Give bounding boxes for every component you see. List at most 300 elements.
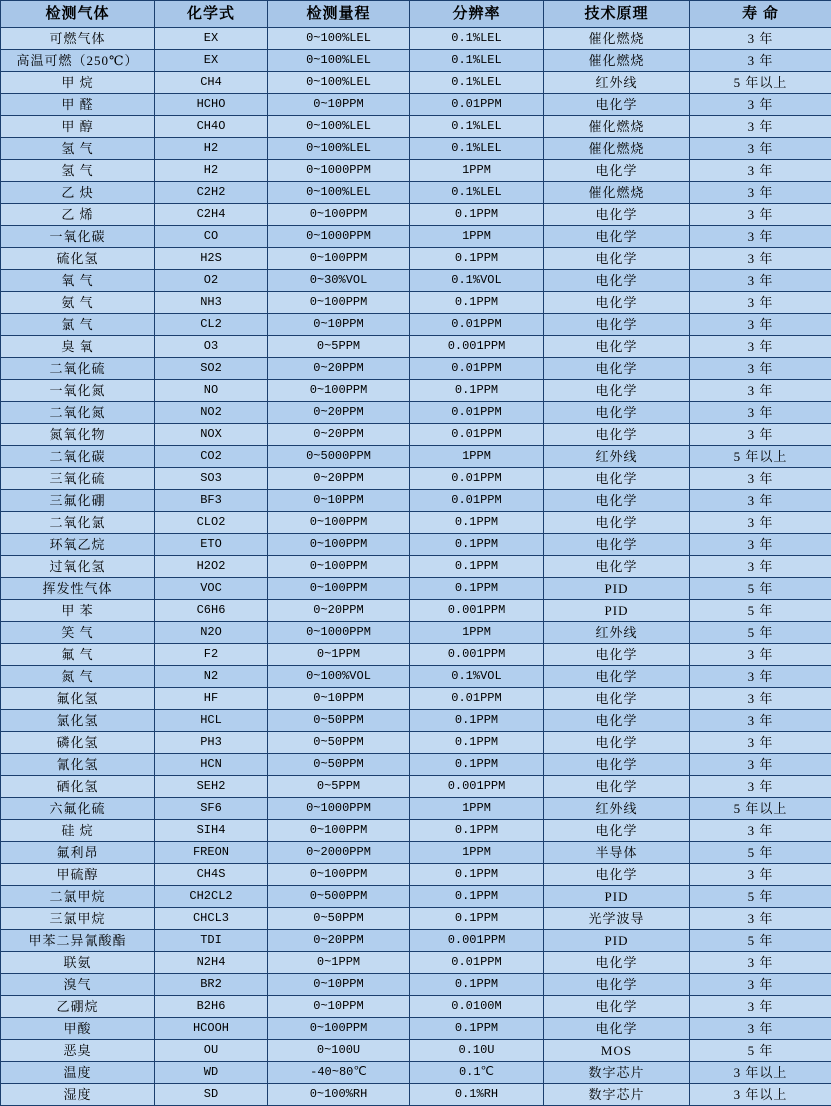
table-row: [1, 446, 831, 468]
cell-principle: 电化学: [544, 490, 690, 512]
cell-range: 0~100PPM: [268, 248, 410, 270]
cell-formula: SIH4: [155, 820, 268, 842]
cell-lifetime: 3 年: [690, 270, 831, 292]
cell-principle: 电化学: [544, 974, 690, 996]
cell-gas: 氨 气: [1, 292, 155, 314]
cell-lifetime: 3 年: [690, 974, 831, 996]
cell-resolution: 0.1%LEL: [410, 116, 544, 138]
cell-lifetime: 5 年: [690, 1040, 831, 1062]
cell-lifetime: 3 年: [690, 50, 831, 72]
table-row: [1, 182, 831, 204]
cell-gas: 二氧化硫: [1, 358, 155, 380]
cell-formula: O2: [155, 270, 268, 292]
cell-range: 0~1000PPM: [268, 160, 410, 182]
cell-lifetime: 3 年: [690, 358, 831, 380]
cell-lifetime: 3 年以上: [690, 1084, 831, 1106]
table-row: [1, 94, 831, 116]
cell-range: 0~10PPM: [268, 688, 410, 710]
cell-formula: SO3: [155, 468, 268, 490]
cell-formula: CH4: [155, 72, 268, 94]
cell-principle: 电化学: [544, 358, 690, 380]
cell-resolution: 0.1PPM: [410, 578, 544, 600]
cell-principle: 电化学: [544, 424, 690, 446]
cell-resolution: 0.10U: [410, 1040, 544, 1062]
cell-formula: TDI: [155, 930, 268, 952]
cell-gas: 甲 醛: [1, 94, 155, 116]
cell-range: 0~10PPM: [268, 996, 410, 1018]
cell-formula: HCOOH: [155, 1018, 268, 1040]
cell-range: -40~80℃: [268, 1062, 410, 1084]
table-row: [1, 336, 831, 358]
cell-formula: HF: [155, 688, 268, 710]
table-row: [1, 490, 831, 512]
cell-formula: SO2: [155, 358, 268, 380]
table-row: [1, 820, 831, 842]
cell-principle: 红外线: [544, 72, 690, 94]
cell-gas: 氟化氢: [1, 688, 155, 710]
column-header-range: 检测量程: [268, 1, 410, 28]
table-row: [1, 160, 831, 182]
cell-lifetime: 3 年: [690, 952, 831, 974]
cell-resolution: 0.1%VOL: [410, 270, 544, 292]
cell-formula: NO: [155, 380, 268, 402]
cell-resolution: 0.1PPM: [410, 864, 544, 886]
cell-principle: PID: [544, 600, 690, 622]
cell-resolution: 0.1%LEL: [410, 50, 544, 72]
cell-principle: 电化学: [544, 710, 690, 732]
cell-lifetime: 3 年: [690, 402, 831, 424]
cell-gas: 溴气: [1, 974, 155, 996]
cell-resolution: 0.1%LEL: [410, 28, 544, 50]
cell-gas: 氮氧化物: [1, 424, 155, 446]
cell-principle: 电化学: [544, 380, 690, 402]
cell-range: 0~1000PPM: [268, 622, 410, 644]
cell-gas: 联氨: [1, 952, 155, 974]
cell-gas: 硒化氢: [1, 776, 155, 798]
table-row: [1, 28, 831, 50]
cell-gas: 二氧化碳: [1, 446, 155, 468]
table-row: [1, 512, 831, 534]
table-body: [1, 28, 831, 1106]
cell-principle: 红外线: [544, 622, 690, 644]
cell-principle: 电化学: [544, 468, 690, 490]
cell-resolution: 0.1PPM: [410, 754, 544, 776]
cell-principle: 电化学: [544, 336, 690, 358]
cell-formula: CH4O: [155, 116, 268, 138]
cell-principle: 电化学: [544, 644, 690, 666]
cell-range: 0~10PPM: [268, 974, 410, 996]
cell-principle: 电化学: [544, 160, 690, 182]
cell-gas: 磷化氢: [1, 732, 155, 754]
cell-principle: 电化学: [544, 402, 690, 424]
cell-gas: 甲 醇: [1, 116, 155, 138]
table-row: [1, 72, 831, 94]
cell-formula: N2O: [155, 622, 268, 644]
cell-formula: C6H6: [155, 600, 268, 622]
cell-formula: O3: [155, 336, 268, 358]
cell-resolution: 0.001PPM: [410, 930, 544, 952]
table-row: [1, 50, 831, 72]
cell-formula: FREON: [155, 842, 268, 864]
cell-formula: F2: [155, 644, 268, 666]
cell-gas: 甲 苯: [1, 600, 155, 622]
cell-formula: H2S: [155, 248, 268, 270]
table-row: [1, 116, 831, 138]
cell-gas: 挥发性气体: [1, 578, 155, 600]
cell-resolution: 0.01PPM: [410, 490, 544, 512]
table-row: [1, 600, 831, 622]
cell-gas: 六氟化硫: [1, 798, 155, 820]
cell-gas: 氰化氢: [1, 754, 155, 776]
cell-principle: MOS: [544, 1040, 690, 1062]
cell-formula: CH2CL2: [155, 886, 268, 908]
cell-resolution: 0.1PPM: [410, 380, 544, 402]
cell-resolution: 1PPM: [410, 622, 544, 644]
cell-lifetime: 3 年: [690, 380, 831, 402]
cell-range: 0~5PPM: [268, 776, 410, 798]
cell-lifetime: 5 年以上: [690, 446, 831, 468]
cell-resolution: 0.1℃: [410, 1062, 544, 1084]
cell-principle: PID: [544, 578, 690, 600]
cell-gas: 一氧化氮: [1, 380, 155, 402]
table-row: [1, 710, 831, 732]
cell-principle: 电化学: [544, 226, 690, 248]
cell-resolution: 0.0100M: [410, 996, 544, 1018]
table-row: [1, 556, 831, 578]
cell-principle: 催化燃烧: [544, 182, 690, 204]
cell-range: 0~50PPM: [268, 710, 410, 732]
cell-range: 0~100PPM: [268, 864, 410, 886]
cell-lifetime: 5 年: [690, 600, 831, 622]
cell-gas: 笑 气: [1, 622, 155, 644]
cell-resolution: 0.001PPM: [410, 776, 544, 798]
cell-resolution: 0.1%LEL: [410, 182, 544, 204]
cell-resolution: 0.001PPM: [410, 600, 544, 622]
cell-resolution: 0.01PPM: [410, 688, 544, 710]
table-row: [1, 622, 831, 644]
cell-formula: SF6: [155, 798, 268, 820]
cell-formula: N2H4: [155, 952, 268, 974]
cell-formula: WD: [155, 1062, 268, 1084]
table-row: [1, 886, 831, 908]
cell-formula: CLO2: [155, 512, 268, 534]
cell-gas: 温度: [1, 1062, 155, 1084]
cell-resolution: 0.1%LEL: [410, 72, 544, 94]
cell-gas: 二氧化氯: [1, 512, 155, 534]
table-row: [1, 1018, 831, 1040]
cell-gas: 乙 炔: [1, 182, 155, 204]
cell-lifetime: 3 年: [690, 732, 831, 754]
cell-range: 0~100%LEL: [268, 50, 410, 72]
cell-range: 0~10PPM: [268, 314, 410, 336]
table-row: [1, 1062, 831, 1084]
cell-lifetime: 5 年: [690, 886, 831, 908]
cell-resolution: 0.1PPM: [410, 248, 544, 270]
cell-lifetime: 3 年: [690, 644, 831, 666]
cell-lifetime: 3 年: [690, 490, 831, 512]
cell-resolution: 0.1PPM: [410, 556, 544, 578]
cell-range: 0~100PPM: [268, 1018, 410, 1040]
cell-gas: 氯化氢: [1, 710, 155, 732]
table-row: [1, 204, 831, 226]
cell-resolution: 0.1%VOL: [410, 666, 544, 688]
cell-principle: 电化学: [544, 732, 690, 754]
cell-lifetime: 3 年: [690, 28, 831, 50]
cell-range: 0~100PPM: [268, 380, 410, 402]
cell-principle: PID: [544, 886, 690, 908]
cell-range: 0~10PPM: [268, 94, 410, 116]
cell-formula: CL2: [155, 314, 268, 336]
cell-lifetime: 3 年以上: [690, 1062, 831, 1084]
column-header-gas: 检测气体: [1, 1, 155, 28]
cell-resolution: 0.01PPM: [410, 358, 544, 380]
table-row: [1, 358, 831, 380]
cell-principle: 电化学: [544, 292, 690, 314]
cell-principle: 红外线: [544, 798, 690, 820]
table-row: [1, 270, 831, 292]
cell-gas: 三氧化硫: [1, 468, 155, 490]
cell-resolution: 1PPM: [410, 842, 544, 864]
cell-lifetime: 3 年: [690, 908, 831, 930]
cell-principle: 数字芯片: [544, 1062, 690, 1084]
cell-resolution: 0.1PPM: [410, 974, 544, 996]
cell-formula: CH4S: [155, 864, 268, 886]
table-row: [1, 798, 831, 820]
cell-lifetime: 3 年: [690, 754, 831, 776]
cell-principle: 催化燃烧: [544, 138, 690, 160]
cell-gas: 高温可燃（250℃）: [1, 50, 155, 72]
cell-lifetime: 3 年: [690, 688, 831, 710]
cell-gas: 环氧乙烷: [1, 534, 155, 556]
table-row: [1, 952, 831, 974]
cell-range: 0~20PPM: [268, 424, 410, 446]
cell-range: 0~100%VOL: [268, 666, 410, 688]
cell-principle: PID: [544, 930, 690, 952]
cell-principle: 电化学: [544, 864, 690, 886]
cell-formula: EX: [155, 50, 268, 72]
cell-range: 0~20PPM: [268, 468, 410, 490]
cell-lifetime: 3 年: [690, 226, 831, 248]
table-row: [1, 908, 831, 930]
cell-formula: HCL: [155, 710, 268, 732]
cell-principle: 电化学: [544, 952, 690, 974]
table-row: [1, 248, 831, 270]
table-row: [1, 402, 831, 424]
cell-lifetime: 5 年: [690, 842, 831, 864]
cell-gas: 过氧化氢: [1, 556, 155, 578]
cell-formula: N2: [155, 666, 268, 688]
table-row: [1, 842, 831, 864]
cell-principle: 电化学: [544, 94, 690, 116]
cell-principle: 电化学: [544, 754, 690, 776]
cell-formula: CO2: [155, 446, 268, 468]
table-row: [1, 292, 831, 314]
table-row: [1, 644, 831, 666]
cell-resolution: 0.1PPM: [410, 908, 544, 930]
cell-lifetime: 3 年: [690, 314, 831, 336]
cell-principle: 电化学: [544, 314, 690, 336]
cell-gas: 硅 烷: [1, 820, 155, 842]
cell-range: 0~100%LEL: [268, 138, 410, 160]
cell-lifetime: 3 年: [690, 512, 831, 534]
cell-formula: SEH2: [155, 776, 268, 798]
cell-lifetime: 3 年: [690, 138, 831, 160]
cell-gas: 氮 气: [1, 666, 155, 688]
cell-principle: 电化学: [544, 534, 690, 556]
cell-resolution: 1PPM: [410, 798, 544, 820]
cell-lifetime: 5 年: [690, 930, 831, 952]
cell-range: 0~50PPM: [268, 908, 410, 930]
cell-formula: BR2: [155, 974, 268, 996]
column-header-formula: 化学式: [155, 1, 268, 28]
cell-lifetime: 3 年: [690, 182, 831, 204]
cell-resolution: 1PPM: [410, 226, 544, 248]
cell-resolution: 0.1PPM: [410, 710, 544, 732]
table-row: [1, 666, 831, 688]
cell-lifetime: 3 年: [690, 666, 831, 688]
cell-gas: 一氧化碳: [1, 226, 155, 248]
cell-resolution: 0.001PPM: [410, 644, 544, 666]
cell-formula: VOC: [155, 578, 268, 600]
cell-principle: 电化学: [544, 688, 690, 710]
cell-principle: 光学波导: [544, 908, 690, 930]
cell-resolution: 1PPM: [410, 446, 544, 468]
cell-range: 0~500PPM: [268, 886, 410, 908]
column-header-resolution: 分辨率: [410, 1, 544, 28]
cell-principle: 电化学: [544, 270, 690, 292]
cell-resolution: 0.001PPM: [410, 336, 544, 358]
cell-formula: B2H6: [155, 996, 268, 1018]
cell-formula: NH3: [155, 292, 268, 314]
cell-gas: 氯 气: [1, 314, 155, 336]
table-header: [1, 1, 831, 28]
cell-formula: HCN: [155, 754, 268, 776]
cell-resolution: 0.01PPM: [410, 952, 544, 974]
cell-principle: 数字芯片: [544, 1084, 690, 1106]
cell-lifetime: 3 年: [690, 556, 831, 578]
cell-formula: BF3: [155, 490, 268, 512]
cell-range: 0~1000PPM: [268, 798, 410, 820]
cell-formula: OU: [155, 1040, 268, 1062]
cell-principle: 催化燃烧: [544, 116, 690, 138]
cell-formula: C2H2: [155, 182, 268, 204]
cell-range: 0~20PPM: [268, 402, 410, 424]
cell-principle: 电化学: [544, 996, 690, 1018]
cell-gas: 乙硼烷: [1, 996, 155, 1018]
cell-formula: CO: [155, 226, 268, 248]
cell-gas: 氟 气: [1, 644, 155, 666]
cell-formula: CHCL3: [155, 908, 268, 930]
cell-formula: H2O2: [155, 556, 268, 578]
cell-formula: NO2: [155, 402, 268, 424]
cell-principle: 电化学: [544, 204, 690, 226]
cell-principle: 电化学: [544, 820, 690, 842]
table-row: [1, 930, 831, 952]
cell-gas: 三氯甲烷: [1, 908, 155, 930]
cell-gas: 甲苯二异氰酸酯: [1, 930, 155, 952]
cell-lifetime: 3 年: [690, 292, 831, 314]
cell-range: 0~5PPM: [268, 336, 410, 358]
cell-lifetime: 5 年: [690, 578, 831, 600]
cell-range: 0~20PPM: [268, 930, 410, 952]
cell-formula: SD: [155, 1084, 268, 1106]
cell-resolution: 0.1PPM: [410, 820, 544, 842]
cell-range: 0~100%LEL: [268, 28, 410, 50]
cell-lifetime: 3 年: [690, 204, 831, 226]
cell-gas: 可燃气体: [1, 28, 155, 50]
table-row: [1, 732, 831, 754]
cell-formula: NOX: [155, 424, 268, 446]
cell-lifetime: 3 年: [690, 336, 831, 358]
table-row: [1, 314, 831, 336]
cell-range: 0~30%VOL: [268, 270, 410, 292]
cell-gas: 恶臭: [1, 1040, 155, 1062]
cell-principle: 催化燃烧: [544, 28, 690, 50]
table-row: [1, 864, 831, 886]
cell-range: 0~100PPM: [268, 292, 410, 314]
cell-range: 0~50PPM: [268, 754, 410, 776]
cell-resolution: 0.01PPM: [410, 402, 544, 424]
cell-range: 0~100PPM: [268, 820, 410, 842]
cell-gas: 甲 烷: [1, 72, 155, 94]
cell-formula: PH3: [155, 732, 268, 754]
cell-principle: 催化燃烧: [544, 50, 690, 72]
cell-range: 0~100%RH: [268, 1084, 410, 1106]
cell-resolution: 0.01PPM: [410, 94, 544, 116]
cell-formula: H2: [155, 160, 268, 182]
cell-lifetime: 3 年: [690, 710, 831, 732]
cell-range: 0~20PPM: [268, 600, 410, 622]
cell-range: 0~100%LEL: [268, 182, 410, 204]
cell-formula: H2: [155, 138, 268, 160]
cell-range: 0~2000PPM: [268, 842, 410, 864]
table-row: [1, 534, 831, 556]
cell-resolution: 0.01PPM: [410, 424, 544, 446]
cell-range: 0~100%LEL: [268, 72, 410, 94]
cell-principle: 电化学: [544, 556, 690, 578]
cell-resolution: 0.1%RH: [410, 1084, 544, 1106]
cell-resolution: 0.1PPM: [410, 1018, 544, 1040]
cell-range: 0~100PPM: [268, 204, 410, 226]
cell-gas: 臭 氧: [1, 336, 155, 358]
cell-range: 0~20PPM: [268, 358, 410, 380]
cell-gas: 甲硫醇: [1, 864, 155, 886]
column-header-principle: 技术原理: [544, 1, 690, 28]
cell-lifetime: 3 年: [690, 820, 831, 842]
cell-resolution: 0.1PPM: [410, 732, 544, 754]
table-row: [1, 424, 831, 446]
cell-resolution: 0.1%LEL: [410, 138, 544, 160]
table-row: [1, 468, 831, 490]
cell-formula: ETO: [155, 534, 268, 556]
cell-resolution: 0.1PPM: [410, 204, 544, 226]
cell-principle: 电化学: [544, 1018, 690, 1040]
cell-lifetime: 5 年以上: [690, 72, 831, 94]
cell-formula: EX: [155, 28, 268, 50]
column-header-lifetime: 寿 命: [690, 1, 831, 28]
cell-range: 0~100U: [268, 1040, 410, 1062]
cell-principle: 电化学: [544, 776, 690, 798]
cell-lifetime: 3 年: [690, 1018, 831, 1040]
cell-range: 0~1000PPM: [268, 226, 410, 248]
cell-range: 0~100PPM: [268, 512, 410, 534]
cell-gas: 氢 气: [1, 160, 155, 182]
cell-resolution: 0.1PPM: [410, 512, 544, 534]
table-row: [1, 226, 831, 248]
cell-gas: 硫化氢: [1, 248, 155, 270]
cell-lifetime: 3 年: [690, 864, 831, 886]
cell-resolution: 0.01PPM: [410, 468, 544, 490]
